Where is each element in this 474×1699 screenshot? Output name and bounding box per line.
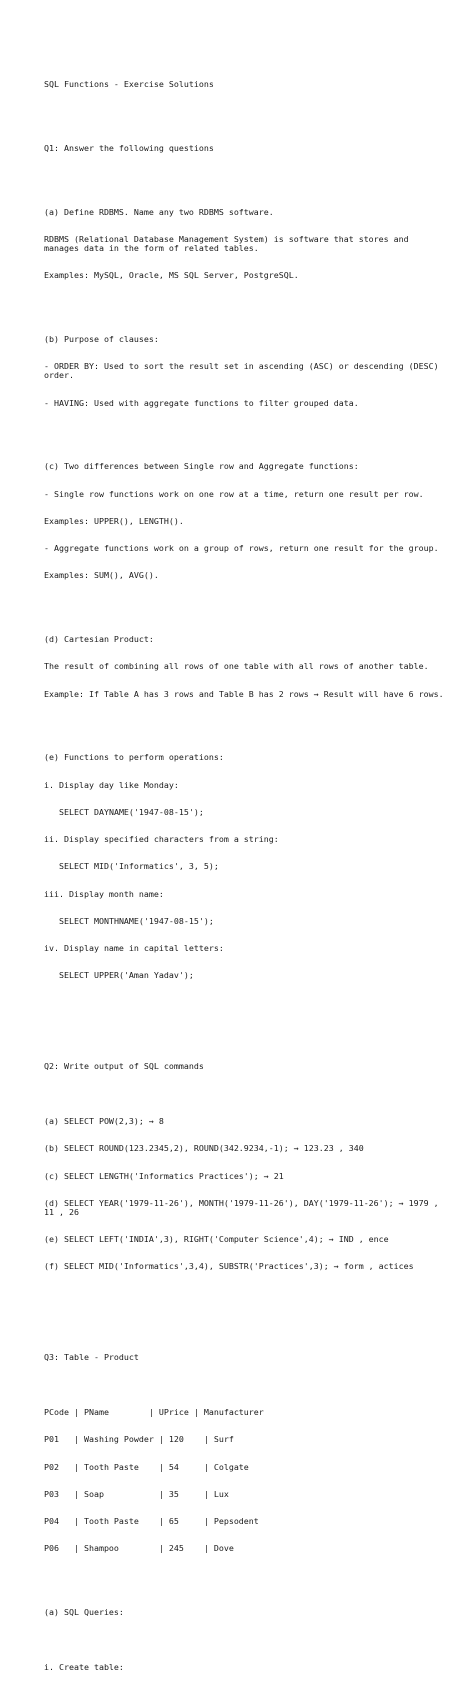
q1-d-example: Example: If Table A has 3 rows and Table B has 2 rows → Result will have 6 rows. [44,688,444,699]
q2-a: (a) SELECT POW(2,3); → 8 [44,1115,164,1126]
q1-e-ii-code: SELECT MID('Informatics', 3, 5); [44,861,219,872]
q1-e-iii-code: SELECT MONTHNAME('1947-08-15'); [44,915,214,926]
product-table-row: P06 | Shampoo | 245 | Dove [44,1543,234,1554]
q2-d: (d) SELECT YEAR('1979-11-26'), MONTH('1979-11-26'), DAY('1979-11-26'); → 1979 , 11 , 26 [44,1197,444,1217]
q2-c: (c) SELECT LENGTH('Informatics Practices'); → 21 [44,1170,284,1181]
spacer [44,1317,444,1326]
q3-sql-queries: (a) SQL Queries: [44,1607,124,1618]
spacer [44,999,444,1008]
spacer [44,599,444,608]
q3-heading: Q3: Table - Product [44,1352,139,1363]
q1-d-label: (d) Cartesian Product: [44,634,154,644]
document-content [44,53,444,1699]
spacer [44,299,444,308]
q1-c-aggregate-examples: Examples: SUM(), AVG(). [44,570,159,581]
product-table-row: P03 | Soap | 35 | Lux [44,1488,229,1499]
spacer [44,717,444,726]
spacer [44,1381,444,1390]
q2-f: (f) SELECT MID('Informatics',3,4), SUBSTR('Practices',3); → form , actices [44,1261,414,1272]
q1-c-single-examples: Examples: UPPER(), LENGTH(). [44,515,184,526]
spacer [44,426,444,435]
q1-heading: Q1: Answer the following questions [44,142,214,153]
q2-e: (e) SELECT LEFT('INDIA',3), RIGHT('Computer Science',4); → IND , ence [44,1234,389,1245]
spacer [44,108,444,117]
q1-b-label: (b) Purpose of clauses: [44,333,159,344]
spacer [44,1026,444,1035]
product-table-row: P02 | Tooth Paste | 54 | Colgate [44,1461,249,1472]
product-table-row: P04 | Tooth Paste | 65 | Pepsodent [44,1516,259,1527]
q1-e-iv-code: SELECT UPPER('Aman Yadav'); [44,970,194,981]
q1-e-iv-label: iv. Display name in capital letters: [44,943,224,954]
spacer [44,1635,444,1644]
q1-e-i-code: SELECT DAYNAME('1947-08-15'); [44,806,204,817]
q3-create-table: i. Create table: [44,1661,124,1672]
spacer [44,1290,444,1299]
q2-heading: Q2: Write output of SQL commands [44,1061,204,1072]
q1-e-i-label: i. Display day like Monday: [44,779,179,790]
document-title: SQL Functions - Exercise Solutions [44,79,214,90]
q1-b-having: - HAVING: Used with aggregate functions to filter grouped data. [44,397,359,408]
q1-c-aggregate: - Aggregate functions work on a group of rows, return one result for the group. [44,543,439,554]
q1-d-text: The result of combining all rows of one table with all rows of another table. [44,661,429,672]
q1-a-label: (a) Define RDBMS. Name any two RDBMS software. [44,206,274,217]
q1-c-label: (c) Two differences between Single row and Aggregate functions: [44,461,359,472]
q1-a-examples: Examples: MySQL, Oracle, MS SQL Server, PostgreSQL. [44,270,299,281]
q1-e-ii-label: ii. Display specified characters from a string: [44,834,279,845]
spacer [44,1572,444,1581]
product-table-row: P01 | Washing Powder | 120 | Surf [44,1434,234,1445]
q1-e-iii-label: iii. Display month name: [44,888,164,899]
q2-b: (b) SELECT ROUND(123.2345,2), ROUND(342.9234,-1); → 123.23 , 340 [44,1143,364,1154]
spacer [44,1090,444,1099]
q1-a-text: RDBMS (Relational Database Management System) is software that stores and manages data in the form of related tables. [44,233,414,253]
spacer [44,171,444,180]
q1-c-single: - Single row functions work on one row at a time, return one result per row. [44,488,424,499]
product-table-header: PCode | PName | UPrice | Manufacturer [44,1406,264,1417]
q1-e-label: (e) Functions to perform operations: [44,752,224,763]
q1-b-order-by: - ORDER BY: Used to sort the result set in ascending (ASC) or descending (DESC) order. [44,361,444,381]
